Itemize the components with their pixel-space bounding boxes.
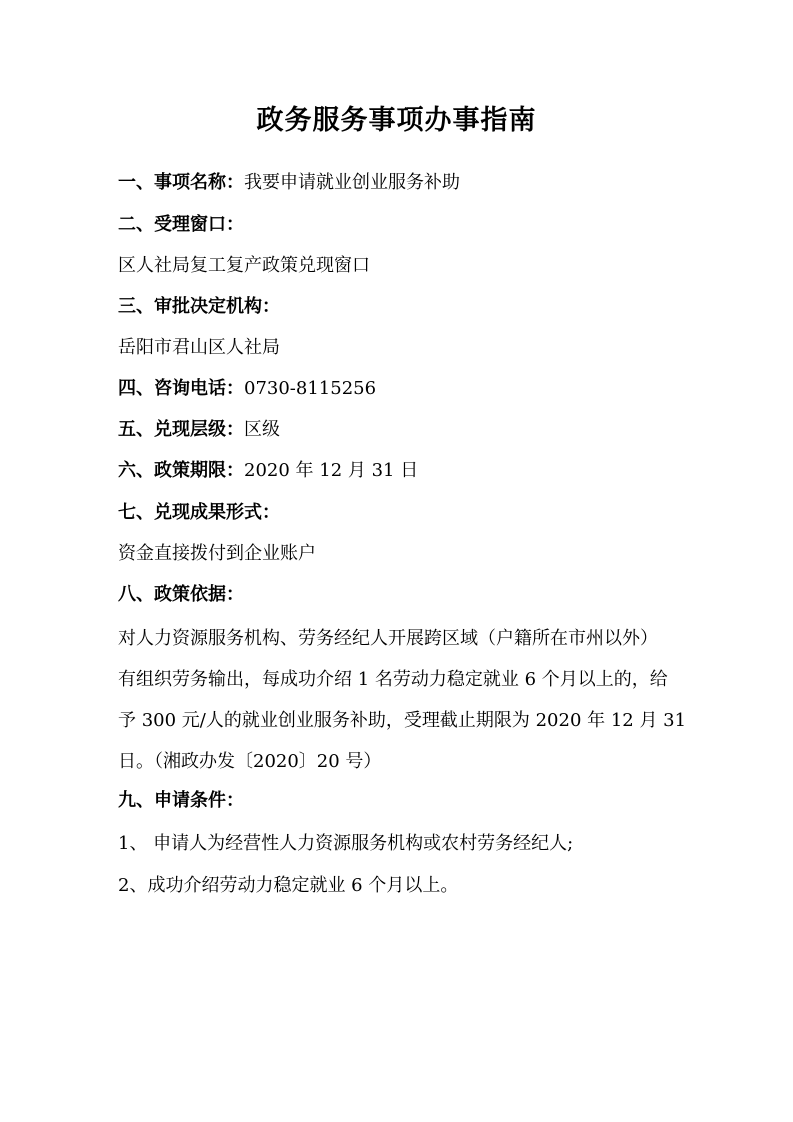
paragraph-line: 有组织劳务输出，每成功介绍 1 名劳动力稳定就业 6 个月以上的，给	[118, 669, 668, 690]
section-heading: 三、审批决定机构：	[118, 296, 280, 317]
section-value: 区级	[244, 419, 280, 440]
section-window	[118, 212, 678, 238]
section-level	[118, 417, 678, 443]
section-deadline	[118, 458, 678, 484]
section-heading: 七、兑现成果形式：	[118, 502, 280, 523]
section-result-form	[118, 500, 678, 526]
condition-item: 1、 申请人为经营性人力资源服务机构或农村劳务经纪人;	[118, 833, 574, 854]
section-authority	[118, 294, 678, 320]
section-heading: 一、事项名称：	[118, 172, 244, 193]
section-value: 2020 年 12 月 31 日	[244, 460, 419, 481]
section-heading: 五、兑现层级：	[118, 419, 244, 440]
paragraph-line: 对人力资源服务机构、劳务经纪人开展跨区域（户籍所在市州以外）	[118, 628, 658, 649]
phone-number: 0730-8115256	[244, 378, 377, 399]
section-policy-basis	[118, 582, 678, 608]
section-phone	[118, 376, 678, 402]
section-heading: 四、咨询电话：	[118, 378, 244, 399]
section-heading: 六、政策期限：	[118, 460, 244, 481]
paragraph-line: 予 300 元/人的就业创业服务补助，受理截止期限为 2020 年 12 月 31	[118, 710, 687, 731]
section-body: 资金直接拨付到企业账户	[118, 543, 316, 564]
section-body: 区人社局复工复产政策兑现窗口	[118, 255, 370, 276]
section-heading: 九、申请条件：	[118, 790, 244, 811]
section-body: 岳阳市君山区人社局	[118, 337, 280, 358]
section-heading: 八、政策依据：	[118, 584, 244, 605]
page-title: 政务服务事项办事指南	[256, 105, 537, 136]
section-item-name	[118, 170, 678, 196]
section-conditions	[118, 788, 678, 814]
paragraph-line: 日。（湘政办发〔2020〕20 号）	[118, 751, 382, 772]
section-value: 我要申请就业创业服务补助	[244, 172, 460, 193]
condition-item: 2、成功介绍劳动力稳定就业 6 个月以上。	[118, 875, 459, 896]
section-heading: 二、受理窗口：	[118, 214, 244, 235]
